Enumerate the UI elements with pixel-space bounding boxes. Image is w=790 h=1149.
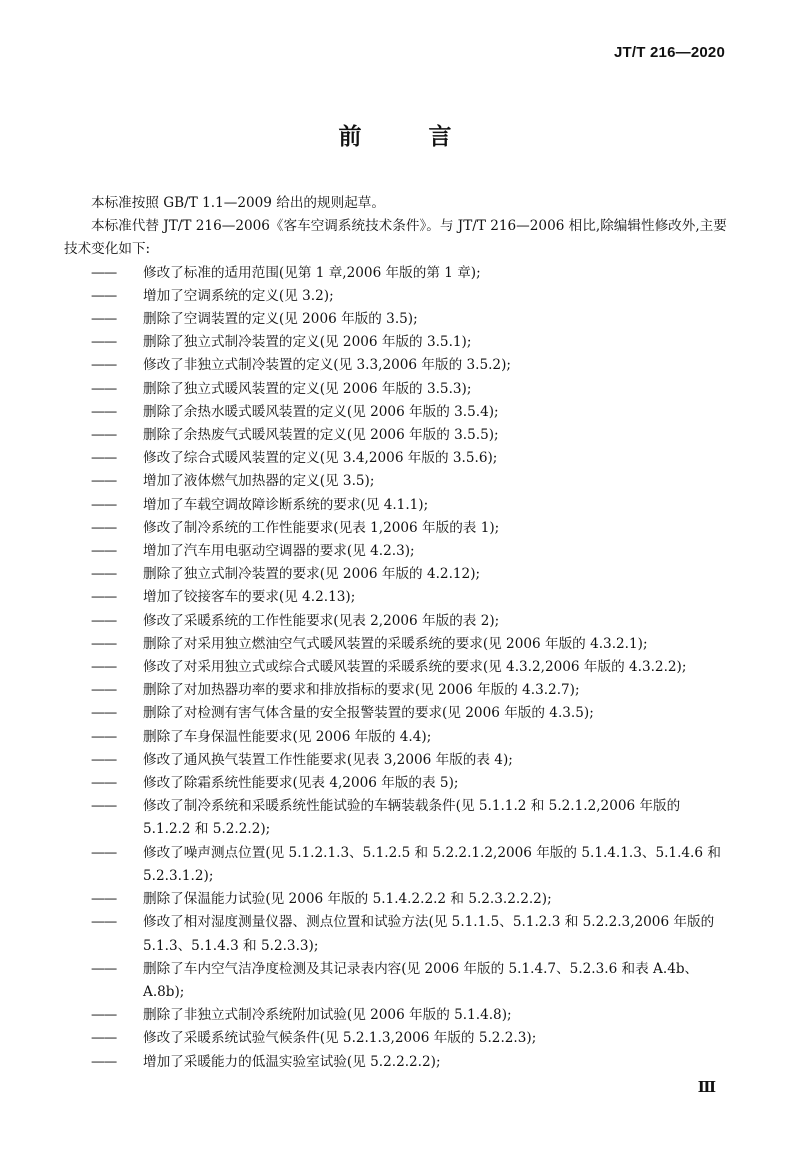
em-dash-marker: —— — [91, 427, 117, 444]
paragraph: 本标准按照 GB/T 1.1—2009 给出的规则起草。 — [91, 195, 385, 211]
em-dash-marker: —— — [91, 566, 117, 583]
change-item — [64, 470, 730, 493]
em-dash-marker: —— — [91, 682, 117, 699]
em-dash-marker: —— — [91, 960, 117, 977]
change-item — [64, 447, 730, 470]
change-item — [64, 401, 730, 424]
change-item — [64, 1051, 730, 1074]
em-dash-marker: —— — [91, 287, 117, 304]
change-text: 删除了对加热器功率的要求和排放指标的要求(见 2006 年版的 4.3.2.7); — [143, 682, 580, 699]
change-item — [64, 610, 730, 633]
change-text: 删除了余热水暖式暖风装置的定义(见 2006 年版的 3.5.4); — [143, 403, 499, 420]
foreword-body — [64, 192, 730, 1074]
change-item — [64, 958, 730, 1004]
em-dash-marker: —— — [91, 891, 117, 908]
em-dash-marker: —— — [91, 1030, 117, 1047]
change-text: 增加了液体燃气加热器的定义(见 3.5); — [143, 473, 375, 490]
change-item — [64, 262, 730, 285]
change-text: 修改了制冷系统和采暖系统性能试验的车辆装载条件(见 5.1.1.2 和 5.2.1.2,2006 年版的 5.1.2.2 和 5.2.2.2); — [143, 798, 681, 838]
change-text: 修改了通风换气装置工作性能要求(见表 3,2006 年版的表 4); — [143, 751, 513, 768]
change-item — [64, 424, 730, 447]
change-item — [64, 308, 730, 331]
em-dash-marker: —— — [91, 496, 117, 513]
change-text: 删除了独立式制冷装置的要求(见 2006 年版的 4.2.12); — [143, 566, 481, 583]
change-text: 删除了余热废气式暖风装置的定义(见 2006 年版的 3.5.5); — [143, 427, 499, 444]
change-text: 删除了车内空气洁净度检测及其记录表内容(见 2006 年版的 5.1.4.7、5.2.3.6 和表 A.4b、A.8b); — [143, 960, 699, 1000]
change-item — [64, 842, 730, 888]
change-text: 增加了铰接客车的要求(见 4.2.13); — [143, 589, 356, 606]
paragraph: 本标准代替 JT/T 216—2006《客车空调系统技术条件》。与 JT/T 216—2006 相比,除编辑性修改外,主要技术变化如下: — [64, 218, 727, 258]
em-dash-marker: —— — [91, 334, 117, 351]
page-number: Ⅲ — [697, 1078, 716, 1096]
change-item — [64, 378, 730, 401]
em-dash-marker: —— — [91, 589, 117, 606]
change-item — [64, 726, 730, 749]
change-item — [64, 772, 730, 795]
change-list — [64, 262, 730, 1074]
change-item — [64, 1004, 730, 1027]
em-dash-marker: —— — [91, 1053, 117, 1070]
change-text: 增加了车载空调故障诊断系统的要求(见 4.1.1); — [143, 496, 429, 513]
change-item — [64, 586, 730, 609]
em-dash-marker: —— — [91, 1007, 117, 1024]
change-item — [64, 749, 730, 772]
em-dash-marker: —— — [91, 705, 117, 722]
change-text: 修改了制冷系统的工作性能要求(见表 1,2006 年版的表 1); — [143, 519, 500, 536]
change-text: 修改了对采用独立式或综合式暖风装置的采暖系统的要求(见 4.3.2,2006 年版的 4.3.2.2); — [143, 659, 687, 676]
em-dash-marker: —— — [91, 543, 117, 560]
change-item — [64, 702, 730, 725]
em-dash-marker: —— — [91, 844, 117, 861]
change-text: 删除了对采用独立燃油空气式暖风装置的采暖系统的要求(见 2006 年版的 4.3.2.1); — [143, 635, 648, 652]
em-dash-marker: —— — [91, 914, 117, 931]
change-text: 增加了汽车用电驱动空调器的要求(见 4.2.3); — [143, 543, 415, 560]
em-dash-marker: —— — [91, 357, 117, 374]
change-text: 增加了空调系统的定义(见 3.2); — [143, 287, 334, 304]
em-dash-marker: —— — [91, 798, 117, 815]
em-dash-marker: —— — [91, 659, 117, 676]
change-item — [64, 633, 730, 656]
page-title: 前 言 — [338, 123, 474, 150]
change-text: 删除了非独立式制冷系统附加试验(见 2006 年版的 5.1.4.8); — [143, 1007, 512, 1024]
standard-number: JT/T 216—2020 — [614, 44, 725, 61]
change-item — [64, 563, 730, 586]
change-item — [64, 1027, 730, 1050]
change-text: 修改了非独立式制冷装置的定义(见 3.3,2006 年版的 3.5.2); — [143, 357, 511, 374]
change-text: 修改了噪声测点位置(见 5.1.2.1.3、5.1.2.5 和 5.2.2.1.2,2006 年版的 5.1.4.1.3、5.1.4.6 和 5.2.3.1.2); — [143, 844, 721, 884]
change-text: 修改了综合式暖风装置的定义(见 3.4,2006 年版的 3.5.6); — [143, 450, 498, 467]
change-item — [64, 331, 730, 354]
em-dash-marker: —— — [91, 403, 117, 420]
change-text: 删除了保温能力试验(见 2006 年版的 5.1.4.2.2.2 和 5.2.3.2.2.2); — [143, 891, 552, 908]
change-item — [64, 656, 730, 679]
change-item — [64, 517, 730, 540]
change-text: 修改了相对湿度测量仪器、测点位置和试验方法(见 5.1.1.5、5.1.2.3 和 5.2.2.3,2006 年版的 5.1.3、5.1.4.3 和 5.2.3.3); — [143, 914, 715, 954]
em-dash-marker: —— — [91, 635, 117, 652]
em-dash-marker: —— — [91, 264, 117, 281]
change-item — [64, 888, 730, 911]
em-dash-marker: —— — [91, 450, 117, 467]
em-dash-marker: —— — [91, 473, 117, 490]
change-text: 修改了采暖系统试验气候条件(见 5.2.1.3,2006 年版的 5.2.2.3); — [143, 1030, 537, 1047]
change-text: 删除了独立式制冷装置的定义(见 2006 年版的 3.5.1); — [143, 334, 472, 351]
change-text: 删除了空调装置的定义(见 2006 年版的 3.5); — [143, 311, 418, 328]
em-dash-marker: —— — [91, 311, 117, 328]
em-dash-marker: —— — [91, 519, 117, 536]
em-dash-marker: —— — [91, 612, 117, 629]
em-dash-marker: —— — [91, 380, 117, 397]
change-item — [64, 911, 730, 957]
change-text: 修改了除霜系统性能要求(见表 4,2006 年版的表 5); — [143, 775, 459, 792]
em-dash-marker: —— — [91, 775, 117, 792]
em-dash-marker: —— — [91, 728, 117, 745]
change-text: 增加了采暖能力的低温实验室试验(见 5.2.2.2.2); — [143, 1053, 441, 1070]
change-text: 删除了独立式暖风装置的定义(见 2006 年版的 3.5.3); — [143, 380, 472, 397]
em-dash-marker: —— — [91, 751, 117, 768]
change-item — [64, 795, 730, 841]
change-item — [64, 540, 730, 563]
change-item — [64, 285, 730, 308]
change-item — [64, 494, 730, 517]
change-text: 修改了标准的适用范围(见第 1 章,2006 年版的第 1 章); — [143, 264, 481, 281]
change-text: 删除了车身保温性能要求(见 2006 年版的 4.4); — [143, 728, 432, 745]
change-text: 删除了对检测有害气体含量的安全报警装置的要求(见 2006 年版的 4.3.5); — [143, 705, 594, 722]
change-item — [64, 354, 730, 377]
change-item — [64, 679, 730, 702]
change-text: 修改了采暖系统的工作性能要求(见表 2,2006 年版的表 2); — [143, 612, 500, 629]
